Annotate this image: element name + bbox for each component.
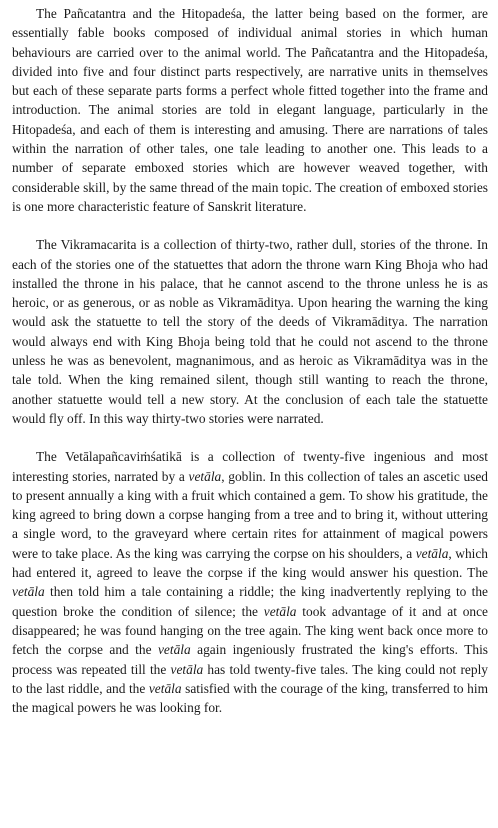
paragraph-vikramacarita — [12, 235, 488, 428]
italic-term: vetāla — [157, 642, 191, 658]
text-segment: The Vetālapañcaviṁśatikā is a collection of twenty-five ingenious and most interesting stories, narrated by a — [12, 449, 488, 484]
italic-term: vetāla — [415, 545, 449, 561]
text-segment: satisfied with the courage of the king, transferred to him the magical powers he was looking for. — [12, 680, 488, 716]
text-segment: The Pañcatantra and the Hitopadeśa, the latter being based on the former, are essentially fable books composed of individual animal stories in which human behaviours are carried over to the animal world. The Pañcatantra and the Hitopadeśa, divided into five and four distinct parts respectively, are narrative units in themselves but each of these separate parts forms a perfect whole fitted together into the frame and introduction. The animal stories are told in elegant language, particularly in the Hitopadeśa, and each of them is interesting and amusing. There are narrations of tales within the narration of other tales, one tale leading to another one. This leads to a number of separate emboxed stories which are however weaved together, with considerable skill, by the same thread of the main topic. The creation of emboxed stories is one more characteristic feature of Sanskrit literature. — [12, 6, 488, 214]
text-segment: again ingeniously frustrated the king's efforts. This process was repeated till the — [12, 642, 489, 677]
paragraph-vetalapancavimsatika — [12, 447, 488, 717]
document-page — [12, 4, 488, 717]
italic-term: vetāla — [170, 661, 204, 677]
italic-term: vetāla — [188, 468, 222, 484]
italic-term: vetāla — [263, 603, 297, 619]
text-segment: , goblin. In this collection of tales an ascetic used to present annually a king with a fruit which contained a gem. To show his gratitude, the king agreed to bring down a corpse hanging from a tree and to bring it, without uttering a single word, to the graveyard where certain rites for attainment of magical powers were to take place. As the king was carrying the corpse on his shoulders, a — [12, 468, 489, 561]
text-segment: has told twenty-five tales. The king could not reply to the last riddle, and the — [12, 661, 488, 696]
text-segment: , which had entered it, agreed to leave the corpse if the king would answer his question. The — [12, 545, 489, 581]
text-segment: The Vikramacarita is a collection of thirty-two, rather dull, stories of the throne. In each of the stories one of the statuettes that adorn the throne warn King Bhoja who had installed the throne in his palace, that he cannot ascend to the throne unless he is as heroic, or as generous, or as noble as Vikramāditya. Upon hearing the warning the king would ask the statuette to tell the story of the deeds of Vikramāditya. The narration would always end with King Bhoja being told that he could not ascend to the throne unless he was as benevolent, magnanimous, and as heroic as Vikramāditya was in the tale told. When the king remained silent, though still wanting to reach the throne, another statuette would tell a new story. At the conclusion of each tale the statuette would fly off. In this way thirty-two stories were narrated. — [12, 237, 488, 426]
italic-term: vetāla — [12, 584, 45, 600]
paragraph-panchatantra — [12, 4, 488, 216]
text-segment: took advantage of it and at once disappeared; he was found hanging on the tree again. The king went back once more to fetch the corpse and the — [12, 603, 489, 658]
italic-term: vetāla — [148, 680, 182, 696]
text-segment: then told him a tale containing a riddle; the king inadvertently replying to the question broke the condition of silence; the — [12, 584, 488, 619]
